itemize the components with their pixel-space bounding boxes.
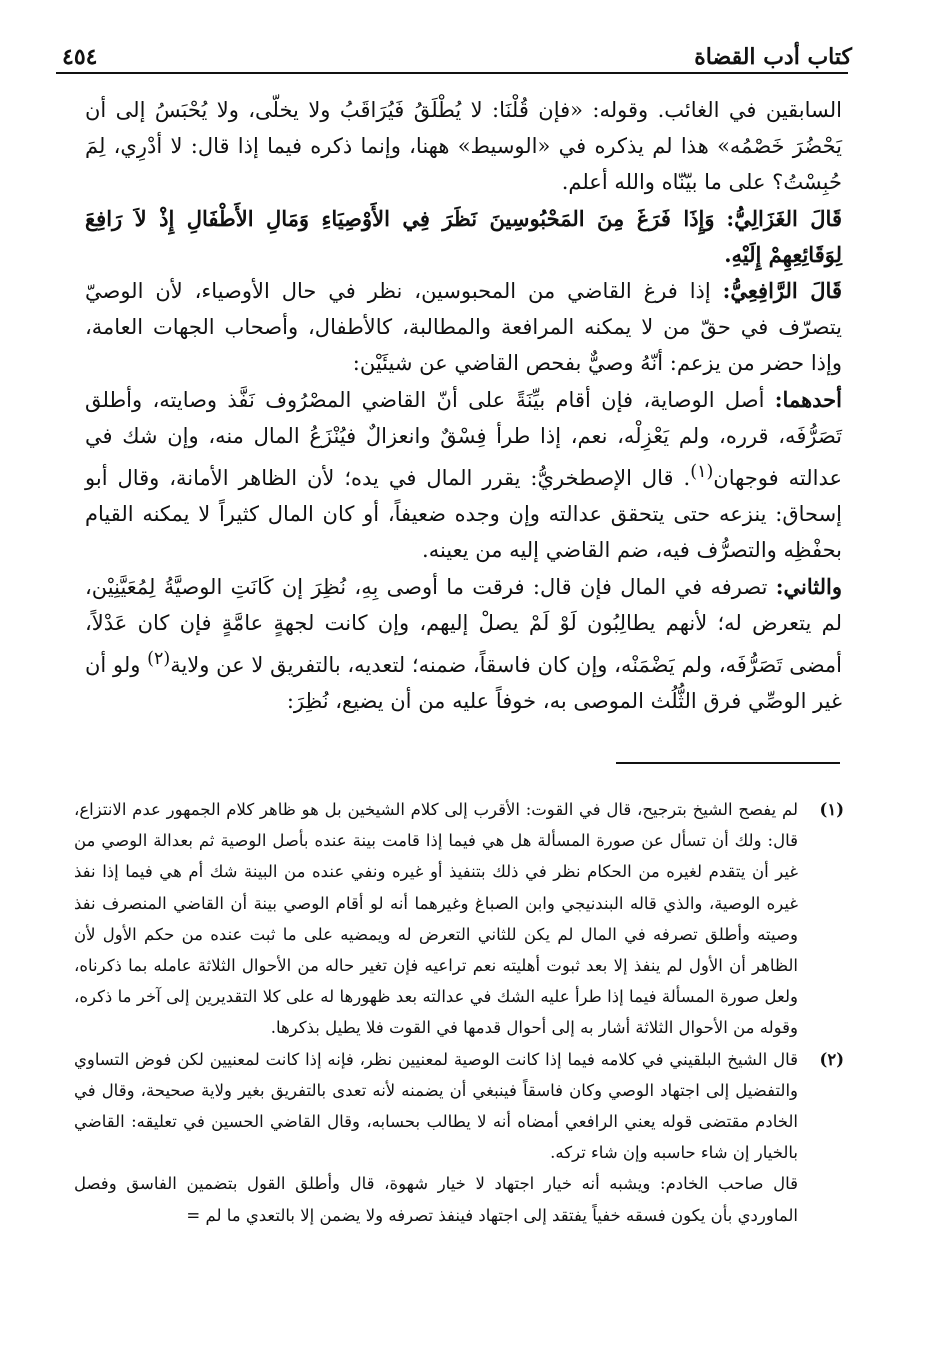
second-text-b: ولو أن غير الوصِّي فرق الثُّلُث الموصى به، خوفاً عليه من أن يضيع، نُظِرَ: bbox=[85, 653, 842, 714]
footnote-2-body bbox=[74, 1044, 798, 1231]
second-lead: والثاني: bbox=[775, 573, 842, 599]
rafii-text: إذا فرغ القاضي من المحبوسين، نظر في حال الأوصياء، لأن الوصيّ يتصرّف في حقّ من لا يمكنه المرافعة والمطالبة، كالأطفال، وأصحاب الجهات العامة، وإذا حضر من يزعم: أنّهُ وصيٌّ بفحص القاضي عن شيئَيْن: bbox=[85, 279, 842, 376]
first-text-a: أصل الوصاية، فإن أقام بيِّنَةً على أنّ القاضي المصْرُوف نَفَّذ وصايته، وأطلق تَصَرُّفَه، قرره، ولم يَعْزِلْه، نعم، إذا طرأ فِسْقٌ وانعزالٌ فيُنْزَعُ المال منه، وإن شك في عدالته فوجهان bbox=[85, 387, 842, 491]
main-text bbox=[85, 92, 842, 719]
second-text-a: تصرفه في المال فإن قال: فرقت ما أوصى بِهِ، نُظِرَ إن كَانَتِ الوصيَّةُ لِمُعَيَّنِيْن، لم يتعرض له؛ لأنهم يطالِبُون لَوْ لَمْ يصلْ إليهم، وإن كانت لجهةٍ عامَّةٍ فإن كان عَدْلاً، أمضى تَصَرُّفَه، ولم يَضْمَنْه، وإن كان فاسقاً، ضمنه؛ لتعديه، بالتفريق لا عن ولاية bbox=[85, 574, 842, 678]
paragraph-second bbox=[85, 569, 842, 720]
paragraph-first bbox=[85, 382, 842, 569]
header-divider bbox=[56, 72, 848, 74]
paragraph-rafii bbox=[85, 273, 842, 382]
footnote-2-text-2: قال صاحب الخادم: ويشبه أنه خيار اجتهاد لا خيار شهوة، قال وأطلق القول بتضمين الفاسق وفصل الماوردي بأن يكون فسقه خفياً يفتقد إلى اجتهاد فينفذ تصرفه ولا يضمن إلا بالتعدي ما لم = bbox=[74, 1174, 798, 1225]
page-header bbox=[62, 30, 852, 70]
footnote-1-text: لم يفصح الشيخ بترجيح، قال في القوت: الأقرب إلى كلام الشيخين بل هو ظاهر كلام الجمهور عدم الانتزاع، قال: ولك أن تسأل عن صورة المسألة هل هي فيما إذا قامت بينة عنده بأصل الوصية ثم بعدالة الوصي من غير أن يتقدم لغيره من الحكام نظر في ذلك بتنفيذ أو غيره ونفي عنده من البينة شك أم هي فيما إذا نفذ غيره الوصية، والذي قاله البندنيجي وابن الصباغ وغيرهما أنه لو أقام الوصي بينة أن القاضي المنصرف نفذ وصيته وأطلق تصرفه في المال لم يكن للثاني التعرض له ويمضيه على ما ثبت عنده من حكم الأول لأن الظاهر أن الأول لم ينفذ إلا بعد ثبوت أهليته نعم تراعيه فإن تغير حاله من الأحوال الثلاثة عامله بما ذكرناه، ولعل صورة المسألة فيما إذا طرأ عليه الشك في عدالته بعد ظهورها له على كلا التقديرين إلى آخر ما ذكره، وقوله من الأحوال الثلاثة أشار به إلى أحوال قدمها في القوت فلا يطيل بذكرها. bbox=[74, 800, 798, 1038]
footnote-2-number: (٢) bbox=[819, 1049, 844, 1069]
paragraph-1 bbox=[85, 92, 842, 201]
paragraph-ghazali bbox=[85, 201, 842, 273]
footnote-ref-2[interactable]: (٢) bbox=[147, 649, 171, 670]
page-number: ٤٥٤ bbox=[62, 44, 98, 70]
footnotes bbox=[74, 794, 844, 1231]
footnote-2-text-1: قال الشيخ البلقيني في كلامه فيما إذا كانت الوصية لمعنيين نظر، فإنه إذا كانت لمعنيين لكن فوض التساوي والتفضيل إلى اجتهاد الوصي وكان فاسقاً فينبغي أن يضمنه لأنه تعدى بالتفريق بغير ولاية صحيحة، وقال في الخادم مقتضى قوله يعني الرافعي أمضاه أنه لا يطالب بحسابه، وقال القاضي الحسين في تعليقه: القاضي بالخيار إن شاء حاسبه وإن شاء تركه. bbox=[74, 1049, 798, 1163]
ghazali-lead: قَالَ الغَزَالِيُّ: bbox=[726, 205, 842, 231]
first-text-b: . قال الإصطخريُّ: يقرر المال في يده؛ لأن الظاهر الأمانة، وقال أبو إسحاق: ينزعه حتى يتحقق عدالته وإن وجده ضعيفاً، أو كان المال كثيراً لا يمكنه القيام بحفْظِه والتصرُّف فيه، ضم القاضي إليه من يعينه. bbox=[85, 466, 842, 563]
footnote-1-number: (١) bbox=[819, 800, 844, 819]
paragraph-1-text: السابقين في الغائب. وقوله: «فإن قُلْنَا: لا يُطْلَقُ فَيُرَاقَبُ ولا يخلّى، ولا يُحْبَسُ إلى أن يَحْضُرَ خَصْمُه» هذا لم يذكره في «الوسيط» ههنا، وإنما ذكره فيما إذا قال: لا أدْرِي، لِمَ حُبِسْتُ؟ على ما بيّنّاه والله أعلم. bbox=[85, 98, 842, 195]
footnote-divider bbox=[616, 762, 840, 764]
footnote-2 bbox=[74, 1044, 844, 1231]
rafii-lead: قَالَ الرَّافِعِيُّ: bbox=[722, 278, 842, 304]
ghazali-text: وَإِذَا فَرَغَ مِنَ المَحْبُوسِينَ نَظَرَ فِي الأَوْصِيَاءِ وَمَالِ الأَطْفَالِ إِذْ لاَ رَافِعَ لِوَقَائِعِهِمْ إِلَيْهِ. bbox=[85, 205, 842, 267]
footnote-1 bbox=[74, 794, 844, 1044]
footnote-ref-1[interactable]: (١) bbox=[690, 462, 714, 483]
footnote-1-body bbox=[74, 794, 798, 1044]
book-title: كتاب أدب القضاة bbox=[694, 44, 852, 70]
first-lead: أحدهما: bbox=[774, 386, 843, 412]
